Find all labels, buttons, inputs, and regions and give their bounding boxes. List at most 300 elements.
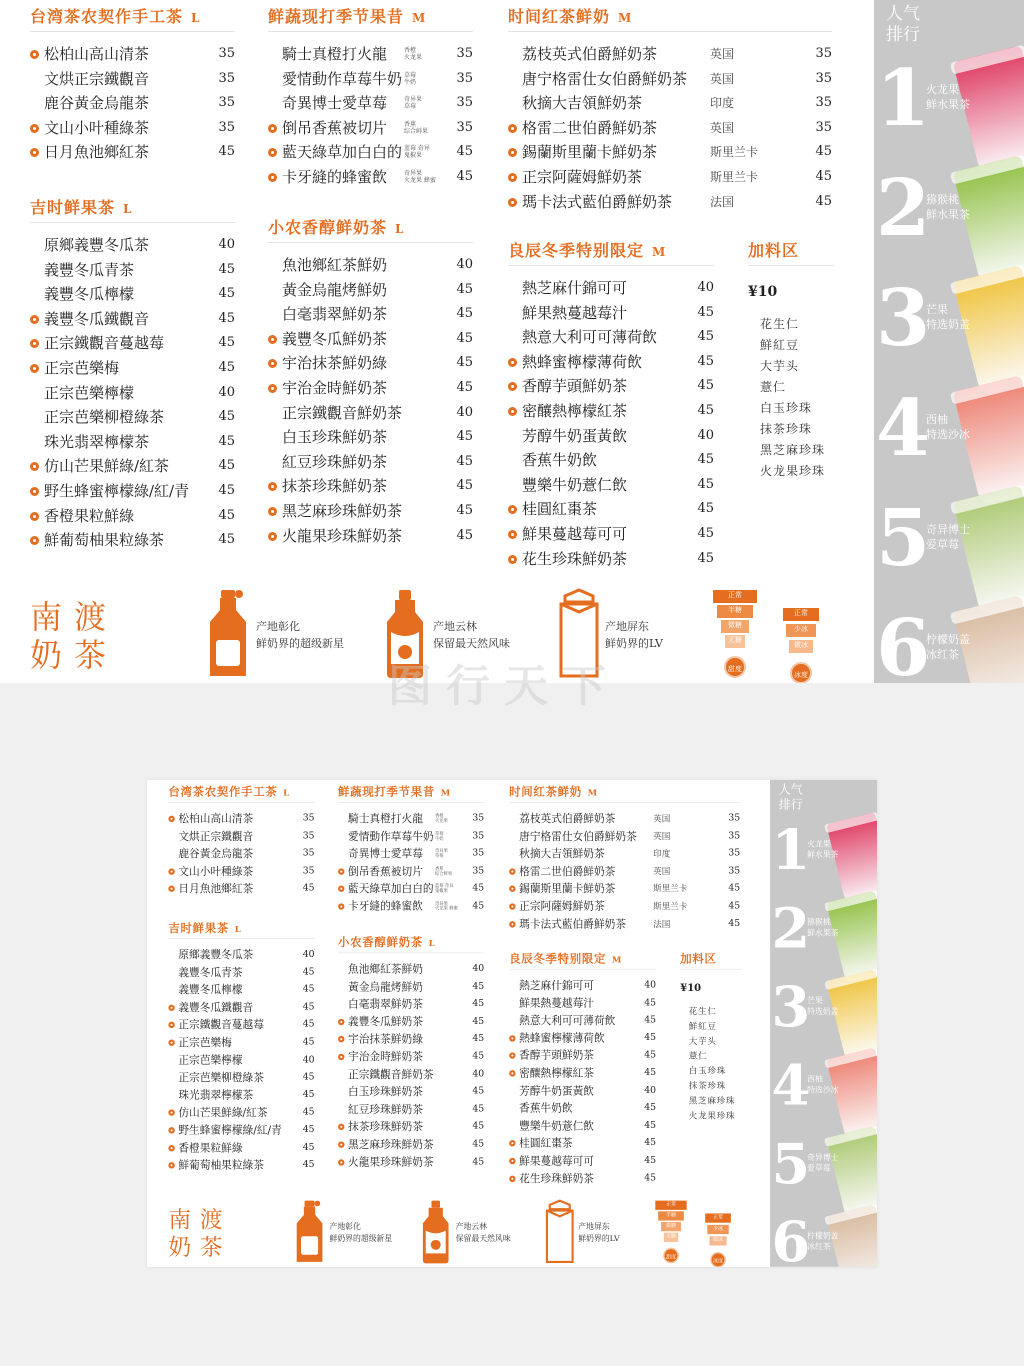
hot-badge-icon <box>509 1158 515 1164</box>
item-name: 鮮果熱蔓越莓汁 <box>522 303 628 322</box>
section-fruit-tea <box>168 920 314 1174</box>
menu-item <box>168 1016 314 1034</box>
menu-list <box>508 276 714 571</box>
item-price: 45 <box>302 1019 315 1030</box>
item-price: 35 <box>456 119 473 135</box>
item-price: 45 <box>644 1102 657 1114</box>
menu-item <box>268 499 473 524</box>
item-name: 卡牙縫的蜂蜜飲 <box>282 167 388 186</box>
hot-badge-icon <box>509 903 515 909</box>
section-title: 良辰冬季特别限定 M <box>508 240 714 266</box>
sweetness-level: 半糖 <box>717 605 753 618</box>
section-title: 台湾茶农契作手工茶 L <box>168 784 314 803</box>
sweetness-level: 微糖 <box>721 620 749 633</box>
item-name: 香蕉牛奶飲 <box>519 1101 573 1115</box>
hot-badge-icon <box>168 1004 174 1010</box>
item-price: 45 <box>456 453 473 469</box>
item-ingredients: 香蕉 综合鲜果 <box>404 120 429 135</box>
hot-badge-icon <box>168 1022 174 1028</box>
hot-badge-icon <box>168 868 174 874</box>
item-origin: 法国 <box>710 194 735 209</box>
ranking-item <box>874 493 1024 608</box>
item-price: 45 <box>697 378 714 394</box>
toppings-list <box>680 1004 741 1124</box>
item-price: 45 <box>472 1121 485 1132</box>
section-milk-tea <box>338 935 484 1171</box>
item-name: 宇治抹茶鮮奶綠 <box>348 1032 423 1046</box>
item-price: 40 <box>302 948 315 960</box>
menu-item <box>338 863 484 881</box>
menu-item <box>268 450 473 475</box>
menu-item <box>168 845 314 863</box>
item-price: 45 <box>472 998 485 1009</box>
item-name: 騎士真橙打火龍 <box>348 812 423 825</box>
ice-level: 少冰 <box>707 1225 728 1234</box>
item-ingredients: 奇异果 火龙果 蜂蜜 <box>435 901 458 912</box>
hot-badge-icon <box>338 868 344 874</box>
hot-badge-icon <box>268 482 277 491</box>
ranking-item <box>770 1131 877 1213</box>
hot-badge-icon <box>168 816 174 822</box>
item-price: 45 <box>644 1014 657 1026</box>
ranking-number: 4 <box>771 1053 811 1118</box>
hot-badge-icon <box>509 1140 515 1146</box>
item-price: 45 <box>472 1138 485 1150</box>
item-price: 40 <box>456 404 473 420</box>
menu-item <box>168 1104 314 1122</box>
item-name: 野生蜂蜜檸檬綠/紅/青 <box>178 1123 282 1137</box>
ranking-item <box>770 817 877 900</box>
item-name: 正宗阿薩姆鮮奶茶 <box>519 899 605 913</box>
item-name: 正宗芭樂檸檬 <box>178 1053 243 1067</box>
hot-badge-icon <box>338 1036 344 1042</box>
menu-list <box>509 977 656 1187</box>
item-name: 熱意大利可可薄荷飲 <box>522 328 658 347</box>
hot-badge-icon <box>508 124 517 133</box>
item-price: 35 <box>815 46 832 61</box>
item-price: 40 <box>218 237 235 252</box>
topping-item: 薏仁 <box>688 1050 708 1061</box>
hot-badge-icon <box>30 462 39 471</box>
item-price: 45 <box>644 1172 657 1184</box>
item-price: 45 <box>472 1156 485 1167</box>
menu-list <box>168 810 314 898</box>
item-name: 香橙果粒鮮綠 <box>44 506 135 525</box>
item-price: 35 <box>218 46 235 61</box>
item-name: 野生蜂蜜檸檬綠/紅/青 <box>44 481 190 500</box>
hot-badge-icon <box>268 335 277 344</box>
topping-item: 花生仁 <box>688 1005 717 1016</box>
item-price: 40 <box>218 384 235 400</box>
item-origin: 斯里兰卡 <box>710 145 759 160</box>
menu-item <box>508 547 714 572</box>
menu-item <box>268 278 473 303</box>
item-name: 白毫翡翠鮮奶茶 <box>348 997 423 1011</box>
item-name: 珠光翡翠檸檬茶 <box>44 432 150 451</box>
menu-list <box>509 810 740 933</box>
menu-item <box>268 351 473 376</box>
item-price: 45 <box>302 1001 315 1013</box>
topping-item: 花生仁 <box>760 317 800 331</box>
item-name: 秋摘大吉領鮮奶茶 <box>519 847 605 860</box>
item-name: 義豐冬瓜檸檬 <box>178 983 243 997</box>
menu-item <box>268 302 473 327</box>
menu-item <box>508 42 832 67</box>
menu-item <box>509 1082 656 1100</box>
ranking-item <box>874 163 1024 278</box>
hot-badge-icon <box>168 1127 174 1133</box>
item-price: 45 <box>728 917 741 929</box>
menu-item <box>509 827 740 845</box>
hot-badge-icon <box>508 555 517 564</box>
item-name: 香醇芋頭鮮奶茶 <box>522 377 628 396</box>
item-name: 瑪卡法式藍伯爵鮮奶茶 <box>522 192 673 211</box>
item-price: 45 <box>218 482 235 498</box>
hot-badge-icon <box>338 1019 344 1025</box>
menu-item <box>338 898 484 916</box>
menu-item <box>509 898 740 916</box>
item-name: 正宗鐵觀音蔓越莓 <box>44 334 165 353</box>
item-name: 香橙果粒鮮綠 <box>178 1141 243 1154</box>
menu-item <box>508 190 832 215</box>
item-name: 珠光翡翠檸檬茶 <box>178 1088 254 1102</box>
section-title: 小农香醇鲜奶茶 L <box>338 935 484 954</box>
section-title: 加料区 <box>680 951 741 970</box>
item-price: 45 <box>218 458 235 474</box>
menu-item <box>30 356 235 381</box>
item-ingredients: 草莓 牛奶 <box>404 71 417 86</box>
ranking-panel <box>874 0 1024 683</box>
menu-item <box>338 1048 484 1066</box>
topping-item: 大芋头 <box>760 359 800 373</box>
item-price: 45 <box>644 1032 657 1043</box>
item-name: 鹿谷黃金烏龍茶 <box>44 94 150 113</box>
item-price: 45 <box>644 1137 657 1149</box>
menu-item <box>168 964 314 982</box>
ice-level: 少冰 <box>786 624 816 637</box>
item-name: 唐宁格雷仕女伯爵鮮奶茶 <box>519 829 637 843</box>
section-smoothie <box>268 6 473 190</box>
item-ingredients: 奇异果 火龙果 蜂蜜 <box>404 169 436 184</box>
menu-item <box>508 301 714 326</box>
menu-item <box>268 425 473 450</box>
item-name: 義豐冬瓜鮮奶茶 <box>282 329 388 348</box>
item-origin: 斯里兰卡 <box>653 883 688 894</box>
item-price: 45 <box>218 310 235 326</box>
hot-badge-icon <box>338 1159 344 1165</box>
item-price: 45 <box>697 304 714 320</box>
hot-badge-icon <box>268 532 277 541</box>
sweetness-chart <box>713 590 759 680</box>
item-ingredients: 香橙 火龙果 <box>435 813 448 824</box>
menu-item <box>168 1086 314 1104</box>
item-name: 倒吊香蕉被切片 <box>348 864 423 878</box>
menu-item <box>268 67 473 92</box>
ranking-number: 3 <box>771 974 811 1040</box>
menu-item <box>268 116 473 141</box>
hot-badge-icon <box>30 364 39 373</box>
item-price: 45 <box>456 144 473 160</box>
menu-item <box>30 405 235 430</box>
ranking-number: 2 <box>771 896 811 962</box>
menu-item <box>509 1170 656 1188</box>
ranking-name: 火龙果 鲜水果茶 <box>807 839 839 860</box>
item-name: 義豐冬瓜鐵觀音 <box>178 1000 254 1014</box>
item-price: 45 <box>815 144 832 160</box>
ranking-number: 2 <box>876 163 931 254</box>
item-name: 正宗芭樂檸檬 <box>44 383 135 402</box>
item-name: 鹿谷黃金烏龍茶 <box>178 847 254 860</box>
item-name: 香醇芋頭鮮奶茶 <box>519 1049 594 1062</box>
ranking-name: 西柚 特选沙冰 <box>926 413 970 441</box>
item-price: 45 <box>302 1089 315 1100</box>
item-ingredients: 奇异果 草莓 <box>404 96 423 111</box>
item-price: 35 <box>302 830 315 842</box>
item-name: 格雷二世伯爵鮮奶茶 <box>522 118 658 137</box>
menu-item <box>509 1047 656 1065</box>
ranking-number: 1 <box>771 817 811 883</box>
item-price: 45 <box>644 997 657 1008</box>
section-black-tea-milk <box>509 784 740 932</box>
hot-badge-icon <box>338 1054 344 1060</box>
item-price: 45 <box>456 281 473 297</box>
sweetness-button: 甜度 <box>663 1248 679 1264</box>
section-title: 台湾茶农契作手工茶 L <box>30 6 235 32</box>
menu-item <box>508 350 714 375</box>
section-tea <box>168 784 314 897</box>
menu-item <box>268 376 473 401</box>
topping-item: 薏仁 <box>760 380 787 394</box>
hot-badge-icon <box>268 359 277 368</box>
section-title: 时间红茶鲜奶 M <box>508 6 832 32</box>
ranking-name: 奇异博士 爱草莓 <box>807 1152 839 1173</box>
item-price: 45 <box>472 1050 485 1062</box>
hot-badge-icon <box>30 148 39 157</box>
item-price: 40 <box>302 1054 315 1065</box>
item-price: 45 <box>644 1067 657 1078</box>
section-title: 小农香醇鲜奶茶 L <box>268 217 473 243</box>
item-name: 格雷二世伯爵鮮奶茶 <box>519 864 616 878</box>
item-price: 35 <box>302 865 315 877</box>
menu-item <box>168 1139 314 1157</box>
ranking-name: 芒果 特选奶盖 <box>807 996 839 1016</box>
item-price: 35 <box>472 865 485 877</box>
menu-item <box>168 981 314 999</box>
item-name: 宇治金時鮮奶茶 <box>282 378 388 397</box>
item-price: 45 <box>302 1036 315 1048</box>
item-price: 45 <box>644 1154 657 1166</box>
item-name: 鮮果蔓越莓可可 <box>522 524 628 543</box>
topping-item: 黑芝麻珍珠 <box>760 443 826 457</box>
item-price: 45 <box>302 984 315 995</box>
hot-badge-icon <box>30 512 39 521</box>
item-origin: 斯里兰卡 <box>653 901 688 912</box>
hot-badge-icon <box>509 886 515 892</box>
item-price: 45 <box>218 144 235 160</box>
menu-list <box>30 233 235 553</box>
item-price: 45 <box>218 507 235 523</box>
item-price: 45 <box>218 532 235 548</box>
item-price: 45 <box>218 261 235 277</box>
menu-item <box>509 994 656 1012</box>
item-name: 卡牙縫的蜂蜜飲 <box>348 899 423 913</box>
watermark: 图行天下 <box>388 661 620 712</box>
menu-item <box>268 140 473 165</box>
ranking-number: 5 <box>876 493 931 584</box>
item-name: 錫蘭斯里蘭卡鮮奶茶 <box>519 882 616 896</box>
ranking-name: 芒果 特选奶盖 <box>926 303 970 331</box>
menu-item <box>338 880 484 898</box>
item-name: 火龍果珍珠鮮奶茶 <box>282 526 403 545</box>
milk-carton-icon <box>544 1199 575 1265</box>
sweetness-level: 正常 <box>713 590 757 603</box>
milk-bottle-icon <box>295 1199 326 1265</box>
hot-badge-icon <box>508 148 517 157</box>
item-price: 45 <box>456 429 473 445</box>
menu-item <box>168 1157 314 1175</box>
item-name: 唐宁格雷仕女伯爵鮮奶茶 <box>522 69 688 88</box>
item-price: 45 <box>456 527 473 543</box>
item-name: 宇治抹茶鮮奶綠 <box>282 354 388 373</box>
hot-badge-icon <box>509 1035 515 1041</box>
menu-item <box>268 91 473 116</box>
item-ingredients: 香橙 火龙果 <box>404 47 423 61</box>
ranking-name: 奇异博士 爱草莓 <box>926 523 970 551</box>
hot-badge-icon <box>268 507 277 516</box>
topping-item: 鮮紅豆 <box>688 1020 717 1031</box>
menu-item <box>168 1034 314 1052</box>
menu-item <box>168 1051 314 1069</box>
hot-badge-icon <box>30 315 39 324</box>
menu-list <box>168 946 314 1174</box>
hot-badge-icon <box>168 1110 174 1116</box>
menu-item <box>509 1099 656 1117</box>
item-name: 密釀熱檸檬紅茶 <box>522 401 628 420</box>
section-toppings <box>680 951 741 1124</box>
item-name: 倒吊香蕉被切片 <box>282 118 388 137</box>
item-price: 45 <box>728 900 741 912</box>
item-name: 火龍果珍珠鮮奶茶 <box>348 1155 434 1169</box>
item-price: 45 <box>218 335 235 351</box>
item-name: 正宗芭樂柳橙綠茶 <box>44 408 165 427</box>
section-black-tea-milk <box>508 6 832 214</box>
ranking-item <box>770 974 877 1057</box>
item-price: 45 <box>456 168 473 184</box>
hot-badge-icon <box>508 173 517 182</box>
item-origin: 英国 <box>653 813 671 824</box>
item-price: 45 <box>218 433 235 449</box>
item-origin: 斯里兰卡 <box>710 169 759 184</box>
menu-item <box>30 258 235 283</box>
ice-level: 正常 <box>705 1213 731 1222</box>
item-name: 愛情動作草莓牛奶 <box>348 829 434 843</box>
ranking-item <box>874 603 1024 683</box>
ranking-number: 5 <box>771 1131 811 1197</box>
sweetness-level: 无糖 <box>725 635 745 648</box>
item-name: 紅豆珍珠鮮奶茶 <box>282 452 388 471</box>
item-name: 正宗阿薩姆鮮奶茶 <box>522 167 643 186</box>
menu-item <box>509 915 740 933</box>
hot-badge-icon <box>168 1162 174 1168</box>
ranking-title: 人气 排行 <box>778 782 803 813</box>
item-name: 文山小叶種綠茶 <box>178 864 254 878</box>
item-price: 45 <box>302 882 315 894</box>
item-name: 熱意大利可可薄荷飲 <box>519 1013 616 1027</box>
brand-logo: 南渡 奶茶 <box>30 598 119 674</box>
item-price: 45 <box>456 478 473 494</box>
item-origin: 英国 <box>710 71 735 86</box>
item-price: 45 <box>472 980 485 992</box>
menu-item <box>168 863 314 881</box>
ranking-item <box>770 896 877 978</box>
menu-item <box>168 1069 314 1087</box>
item-name: 豐樂牛奶薏仁飲 <box>519 1119 594 1132</box>
item-name: 芳醇牛奶蛋黃飲 <box>522 426 628 445</box>
item-price: 35 <box>728 847 741 859</box>
menu-item <box>268 42 473 67</box>
item-name: 義豐冬瓜青茶 <box>44 260 135 279</box>
ranking-number: 4 <box>876 383 931 474</box>
menu-list <box>268 253 473 548</box>
item-name: 正宗芭樂柳橙綠茶 <box>178 1070 264 1084</box>
item-name: 抹茶珍珠鮮奶茶 <box>348 1120 423 1134</box>
menu-item <box>509 845 740 863</box>
item-price: 45 <box>456 306 473 322</box>
menu-item <box>509 1064 656 1082</box>
item-name: 正宗鐵觀音鮮奶茶 <box>282 403 403 422</box>
menu-item <box>338 827 484 845</box>
item-name: 黑芝麻珍珠鮮奶茶 <box>282 501 403 520</box>
menu-item <box>338 1030 484 1048</box>
item-name: 義豐冬瓜青茶 <box>178 965 243 979</box>
item-name: 熱芝麻什錦可可 <box>519 978 594 992</box>
ice-level: 微冰 <box>789 640 813 653</box>
item-price: 35 <box>815 119 832 135</box>
menu-item <box>168 946 314 964</box>
item-name: 藍天綠草加白白的 <box>282 143 403 162</box>
item-name: 仿山芒果鮮綠/紅茶 <box>44 457 170 476</box>
milk-bottle-icon <box>208 588 252 680</box>
hot-badge-icon <box>168 886 174 892</box>
item-price: 35 <box>815 95 832 111</box>
ranking-number: 6 <box>771 1209 811 1267</box>
ranking-number: 6 <box>876 603 931 683</box>
menu-item <box>508 374 714 399</box>
topping-item: 白玉珍珠 <box>688 1065 726 1076</box>
menu-list <box>268 42 473 190</box>
item-price: 45 <box>815 193 832 209</box>
item-name: 豐樂牛奶薏仁飲 <box>522 475 628 494</box>
item-price: 45 <box>697 329 714 345</box>
item-name: 瑪卡法式藍伯爵鮮奶茶 <box>519 917 627 931</box>
hot-badge-icon <box>30 487 39 496</box>
item-price: 45 <box>644 1119 657 1131</box>
menu-item <box>268 165 473 190</box>
sweetness-chart <box>655 1201 688 1265</box>
item-price: 45 <box>472 1085 485 1097</box>
item-price: 45 <box>456 379 473 395</box>
toppings-list <box>748 314 834 482</box>
item-name: 芳醇牛奶蛋黃飲 <box>519 1084 594 1097</box>
topping-item: 抹茶珍珠 <box>760 422 813 436</box>
item-name: 香蕉牛奶飲 <box>522 451 598 470</box>
item-price: 45 <box>302 1124 315 1135</box>
menu-item <box>338 1153 484 1171</box>
menu-item <box>508 522 714 547</box>
section-fruit-tea <box>30 197 235 553</box>
section-title: 鲜蔬现打季节果昔 M <box>338 784 484 803</box>
item-name: 荔枝英式伯爵鮮奶茶 <box>519 812 616 825</box>
